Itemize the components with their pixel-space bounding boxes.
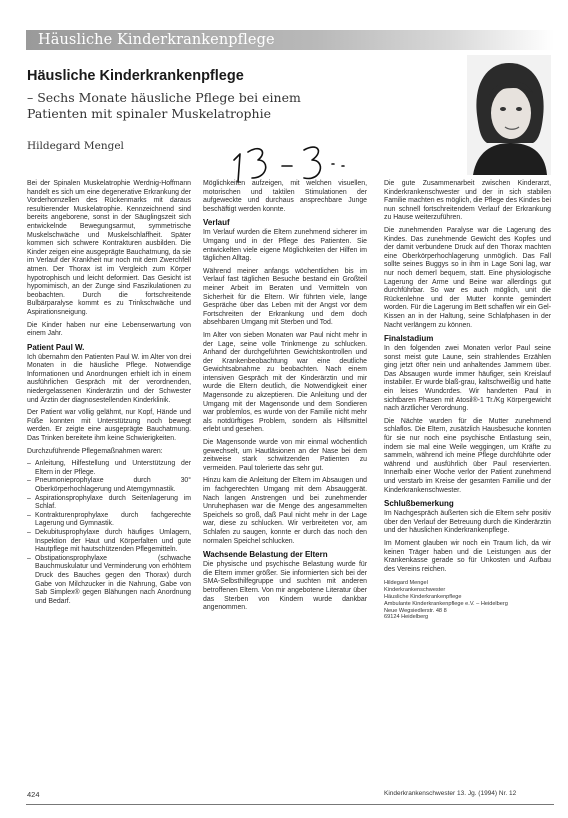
paragraph: Der Patient war völlig gelähmt, nur Kopf, Hände und Füße konnten mit Unterstützung noch bewegt werden. Er zeigte eine ausgeprägte Bauchatmung. Das Trinken bereitete ihm keine Schwierigkeiten. bbox=[27, 409, 191, 443]
author-address bbox=[384, 580, 551, 621]
paragraph: Ich übernahm den Patienten Paul W. im Alter von drei Monaten in die häusliche Pflege. Notwendige Informationen und Anordnungen erhielt ich in einem ausführlichen Gespräch mit der verordnenden, niedergelassenen Kinderärztin und der Schwester und Ärztin der diagnosestellenden Kinderklinik. bbox=[27, 353, 191, 404]
paragraph: Hinzu kam die Anleitung der Eltern im Absaugen und im fachgerechten Umgang mit dem Absauggerät. Nach langen Anstrengen und bei zunehmender Unruhephasen war die Menge des angesammelten Speichels so groß, daß Paul nicht mehr in der Lage war, diese zu schlucken. Wir verbreiteten vor, am Schlafen zu saugen, konnte er durch das noch den normalen Speichel schlucken. bbox=[203, 477, 367, 545]
article-author: Hildegard Mengel bbox=[27, 140, 124, 152]
list-item: – Dekubitusprophylaxe durch häufiges Umlagern, Inspektion der Haut und Körperfalten und gute Hautpflege mit hautschützenden Pflegemitteln. bbox=[27, 529, 191, 555]
article-title: Häusliche Kinderkrankenpflege bbox=[27, 68, 244, 84]
text-column-2 bbox=[203, 180, 367, 617]
address-line: Häusliche Kinderkrankenpflege bbox=[384, 593, 462, 600]
paragraph: Im Verlauf wurden die Eltern zunehmend sicherer im Umgang und in der Pflege des Patienten. Sie entwickelten viele eigene Möglichkeiten der Hilfen im täglichen Alltag. bbox=[203, 229, 367, 263]
care-measures-list bbox=[27, 460, 191, 606]
paragraph: Möglichkeiten aufzeigen, mit welchen visuellen, motorischen und taktilen Stimulationen der aufgeweckte und durchaus ansprechbare Junge beschäftigt werden konnte. bbox=[203, 180, 367, 213]
section-heading: Verlauf bbox=[203, 218, 230, 228]
list-item: – Anleitung, Hilfestellung und Unterstützung der Eltern in der Pflege. bbox=[27, 460, 191, 477]
paragraph: Die Nächte wurden für die Mutter zunehmend schlaflos. Die Eltern, zusätzlich Hausbesuche konnten für sie nur noch eine psychische Entlastung sein, indem sie mal eine Weile weggingen, um Kräfte zu sammeln, während ich meine Pflege durchführte oder während und ausführlich über Paul reservierten. Innerhalb einer Woche verlor der Patient zunehmend und verstarb im Kreise der gesamten Familie und der Kinderkrankenschwester. bbox=[384, 417, 551, 494]
list-item: – Kontrakturenprophylaxe durch fachgerechte Lagerung und Gymnastik. bbox=[27, 512, 191, 529]
paragraph: In den folgenden zwei Monaten verlor Paul seine sonst meist gute Laune, sein strahlendes Erzählen ging jetzt öfter nein und anhaltendes Jammern über. Das Absaugen wurde immer häufiger, sein Kreislauf instabiler. Er wurde blaß-grau, kaltschweißig und hatte ein leises Wundcrdes. Wir handerten Paul in sichtbaren Phasen mit Atosil®-1 Tr./Kg Körpergewicht nach ärztlicher Verordnung. bbox=[384, 345, 551, 413]
paragraph: Die physische und psychische Belastung wurde für die Eltern immer größer. Sie informierten sich bei der SMA-Selbsthilfegruppe und suchten mit anderen betroffenen Eltern. Von mir angebotene Literatur über das Sterben von Kindern wurde dankbar angenommen. bbox=[203, 561, 367, 612]
section-heading: Schlußbemerkung bbox=[384, 499, 454, 509]
section-heading: Patient Paul W. bbox=[27, 342, 85, 352]
section-banner-text: Häusliche Kinderkrankenpflege bbox=[38, 32, 275, 48]
paragraph: Im Alter von sieben Monaten war Paul nicht mehr in der Lage, seine volle Trinkmenge zu schlucken. Anhand der durchgeführten Gewichtskontrollen und der Krankenbeobachtung war eine deutliche Gewichtsabnahme zu beobachten. Nach einem intensiven Gespräch mit der Kinderärztin und mir wurde die Eltern deutlich, die Notwendigkeit einer Magensonde zu akzeptieren. Die Anleitung und der Umgang mit der Magensonde und dem Sondieren war problemlos, es wurde von der Familie nicht mehr als notdürftiges Problem, sondern als Hilfsmittel erlebt und gesehen. bbox=[203, 331, 367, 434]
address-line: Ambulante Kinderkrankenpflege e.V. – Heidelberg bbox=[384, 600, 508, 607]
address-line: Neue Wegsiedlerstr. 48 8 bbox=[384, 607, 447, 614]
paragraph: Im Nachgespräch äußerten sich die Eltern sehr positiv über den Verlauf der Betreuung durch die Kinderärztin und der häuslichen Kinderkrankenpflege. bbox=[384, 510, 551, 535]
list-item: – Obstipationsprophylaxe (schwache Bauchmuskulatur und Verminderung von erhöhtem Druck des Bauches gegen den Thorax) durch Gabe von Milchzucker in die Nahrung, Gabe von Sab Simplex® gegen Blähungen nach Anordnung und Bedarf. bbox=[27, 555, 191, 607]
section-heading: Wachsende Belastung der Eltern bbox=[203, 550, 328, 560]
address-line: Kinderkrankenschwester bbox=[384, 587, 446, 594]
article-subtitle: – Sechs Monate häusliche Pflege bei einem Patienten mit spinaler Muskelatrophie bbox=[27, 90, 301, 121]
address-line: Hildegard Mengel bbox=[384, 580, 428, 587]
journal-citation: Kinderkrankenschwester 13. Jg. (1994) Nr. 12 bbox=[384, 790, 517, 797]
section-heading: Finalstadium bbox=[384, 334, 434, 344]
list-item: – Aspirationsprophylaxe durch Seitenlagerung im Schlaf. bbox=[27, 495, 191, 512]
paragraph: Die Magensonde wurde von mir einmal wöchentlich gewechselt, um Hautläsionen an der Nase bei dem zeitweise stark schwitzenden Patienten zu vermeiden. Paul tolerierte das sehr gut. bbox=[203, 439, 367, 472]
footer-rule bbox=[26, 804, 554, 805]
text-column-3 bbox=[384, 180, 551, 621]
author-photo bbox=[467, 55, 551, 175]
list-item: – Pneumonieprophylaxe durch 30° Oberkörperhochlagerung und Atemgymnastik. bbox=[27, 477, 191, 494]
paragraph: Die gute Zusammenarbeit zwischen Kinderarzt, Kinderkrankenschwester und der in sich stabilen Familie machten es möglich, die Pflege des Kindes bei nun schnell fortschreitendem Verlauf der Erkrankung zu Hause weiterzuführen. bbox=[384, 180, 551, 222]
paragraph: Die Kinder haben nur eine Lebenserwartung von einem Jahr. bbox=[27, 321, 191, 338]
page-number: 424 bbox=[27, 790, 40, 799]
paragraph: Bei der Spinalen Muskelatrophie Werdnig-Hoffmann handelt es sich um eine degenerative Erkrankung der Vorderhornzellen des Rückenmarks mit daraus resultierender Muskelatrophie. Kennzeichnend sind bereits angeborene, sonst in der Säuglingszeit sich entwickelnde Bewegungsarmut, symmetrische Muskelschwäche und Muskelschlaffheit. Später kommen sich schwere Kontrakturen ausbilden. Die Kinder zeigen eine ausgeprägte Bauchatmung, da sie im Verlauf der Krankheit nur noch mit dem Zwerchfell atmen. Der Thorax ist im Vergleich zum Körper hypotrophisch und leicht deformiert. Das Gesicht ist hypomimisch, an der Zunge sind Faszikulationen zu beobachten. Durch die fortschreitende Bulbärparalyse kommt es zu Trinkschwäche und Aspirationsneigung. bbox=[27, 180, 191, 316]
text-column-1 bbox=[27, 180, 191, 610]
paragraph: Während meiner anfangs wöchentlichen bis im Verlauf fast täglichen Besuche bestand ein Großteil meiner Arbeit im Beraten und Vermitteln von Sicherheit für die Eltern. Wir führten viele, lange Gespräche über das Leben mit der Angst vor dem Fortschreiten der Erkrankung und dem doch absehbaren Umgang mit Sterben und Tod. bbox=[203, 267, 367, 327]
address-line: 69124 Heidelberg bbox=[384, 614, 429, 621]
paragraph: Die zunehmenden Paralyse war die Lagerung des Kindes. Das zunehmende Gewicht des Kopfes und der damit verbundene Druck auf den Thorax machten eine Oberkörperhochlagerung unmöglich. Das Fall sollte seines Buggys so in ihm in Lage Soni lag, war nur noch demerl bequem, statt. Eine physiologische Lagerung der Arme und Beine war allerdings gut durchführbar. So war es auch möglich, unit die Rückenlehne und der Mutter konnte gemindert worden. Für die Lagerung im Bett schaffen wir ein Gel-Kissen an in der Haltung, seine Schlafphasen in der Nacht verlängern zu können. bbox=[384, 226, 551, 329]
paragraph: Durchzuführende Pflegemaßnahmen waren: bbox=[27, 447, 163, 455]
paragraph: Im Moment glauben wir noch ein Traum lich, da wir keinen Träger haben und die Leistungen aus der Krankenkasse gerade so für Unkosten und Aufbau des Vereins reichen. bbox=[384, 539, 551, 573]
